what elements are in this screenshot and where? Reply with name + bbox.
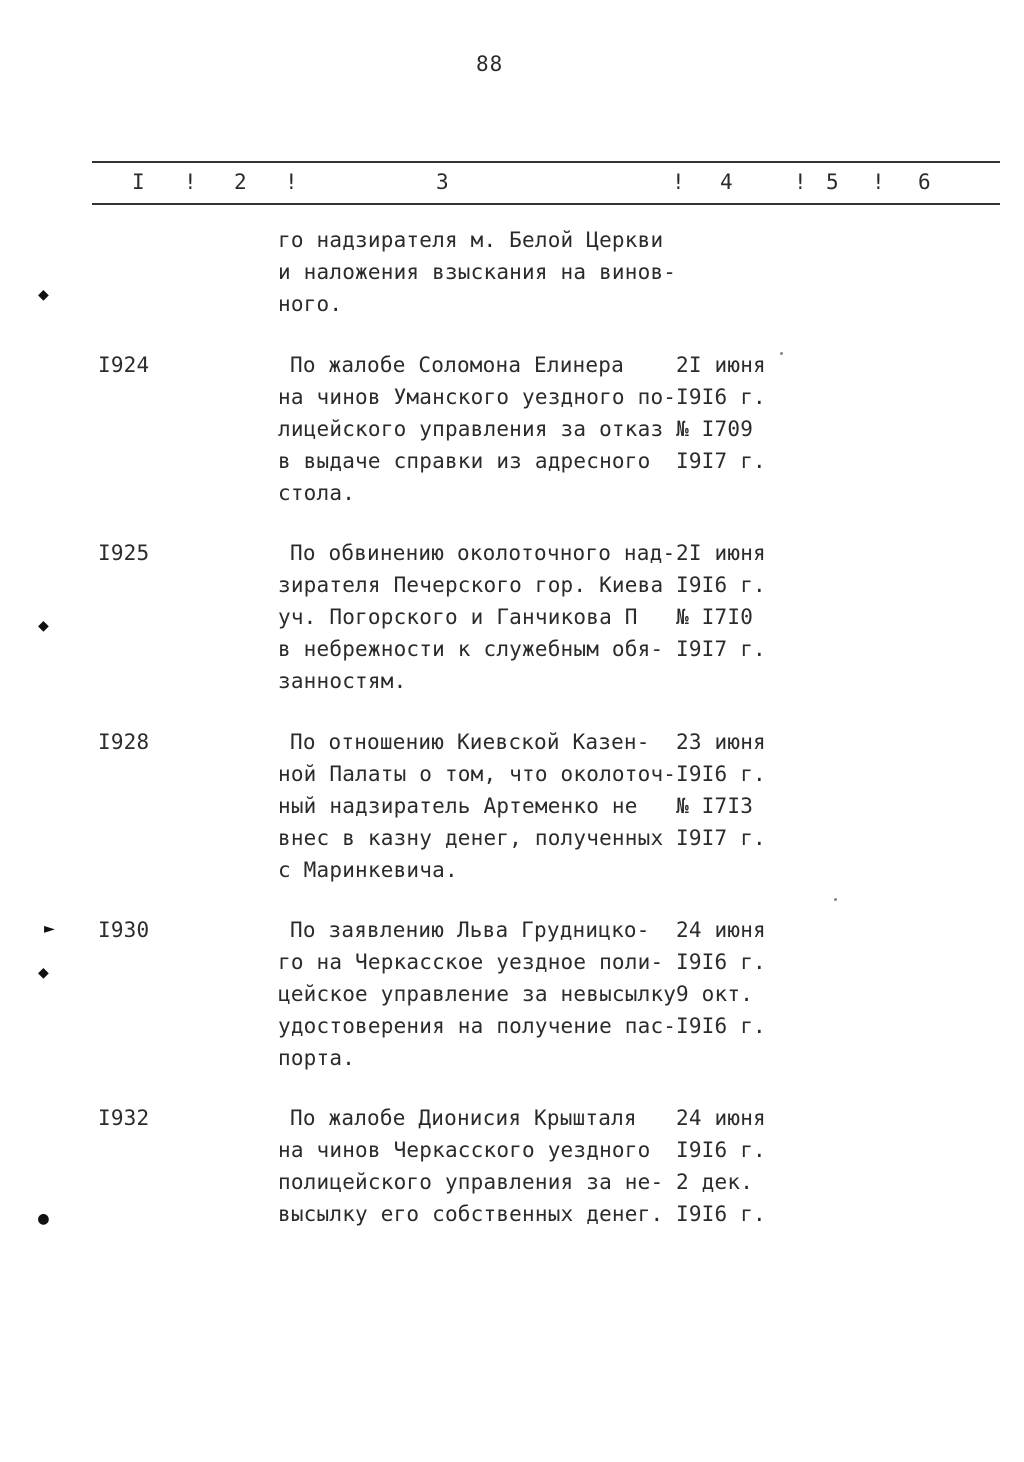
header-sep-2: !: [285, 170, 298, 194]
description-line: ной Палаты о том, что околоточ-: [278, 762, 677, 786]
case-number: I925: [98, 541, 150, 565]
header-sep-3: !: [672, 170, 685, 194]
speck: [780, 352, 783, 355]
description-line: в небрежности к служебным обя-: [278, 637, 664, 661]
table-header-top-rule: [92, 161, 1000, 163]
description-line: По заявлению Льва Грудницко-: [290, 918, 650, 942]
table-header-bottom-rule: [92, 203, 1000, 205]
header-sep-1: !: [184, 170, 197, 194]
description-line: По обвинению околоточного над-: [290, 541, 676, 565]
date-line: I9I6 г.: [676, 1014, 766, 1038]
description-line: лицейского управления за отказ: [278, 417, 664, 441]
description-line: го на Черкасское уездное поли-: [278, 950, 664, 974]
description-line: с Маринкевича.: [278, 858, 458, 882]
date-line: 2 дек.: [676, 1170, 754, 1194]
description-line: уч. Погорского и Ганчикова П: [278, 605, 638, 629]
date-line: 2I июня: [676, 353, 766, 377]
description-line: цейское управление за невысылку: [278, 982, 677, 1006]
punch-hole-mark: ◆: [38, 962, 49, 983]
description-line: удостоверения на получение пас-: [278, 1014, 677, 1038]
date-line: I9I7 г.: [676, 637, 766, 661]
header-col-4: 4: [720, 170, 733, 194]
date-line: № I7I3: [676, 794, 754, 818]
description-line: высылку его собственных денег.: [278, 1202, 664, 1226]
continuation-line: и наложения взыскания на винов-: [278, 260, 677, 284]
header-col-3: 3: [436, 170, 449, 194]
date-line: I9I6 г.: [676, 1138, 766, 1162]
header-col-5: 5: [826, 170, 839, 194]
description-line: зирателя Печерского гор. Киева: [278, 573, 664, 597]
date-line: I9I6 г.: [676, 385, 766, 409]
case-number: I924: [98, 353, 150, 377]
date-line: I9I6 г.: [676, 762, 766, 786]
date-line: I9I7 г.: [676, 826, 766, 850]
description-line: полицейского управления за не-: [278, 1170, 664, 1194]
date-line: № I7I0: [676, 605, 754, 629]
description-line: ный надзиратель Артеменко не: [278, 794, 638, 818]
description-line: По отношению Киевской Казен-: [290, 730, 650, 754]
page-number: 88: [476, 52, 504, 76]
header-col-2: 2: [234, 170, 247, 194]
description-line: внес в казну денег, полученных: [278, 826, 664, 850]
date-line: 9 окт.: [676, 982, 754, 1006]
description-line: порта.: [278, 1046, 356, 1070]
description-line: По жалобе Дионисия Крышталя: [290, 1106, 637, 1130]
header-sep-5: !: [872, 170, 885, 194]
continuation-line: го надзирателя м. Белой Церкви: [278, 228, 664, 252]
header-sep-4: !: [794, 170, 807, 194]
case-number: I930: [98, 918, 150, 942]
date-line: 2I июня: [676, 541, 766, 565]
punch-hole-mark: ◆: [38, 615, 49, 636]
description-line: в выдаче справки из адресного: [278, 449, 651, 473]
date-line: I9I7 г.: [676, 449, 766, 473]
description-line: По жалобе Соломона Елинера: [290, 353, 624, 377]
punch-hole-mark: ●: [38, 1208, 49, 1229]
date-line: 24 июня: [676, 1106, 766, 1130]
date-line: I9I6 г.: [676, 1202, 766, 1226]
date-line: I9I6 г.: [676, 573, 766, 597]
description-line: занностям.: [278, 669, 407, 693]
date-line: I9I6 г.: [676, 950, 766, 974]
description-line: стола.: [278, 481, 356, 505]
description-line: на чинов Уманского уездного по-: [278, 385, 677, 409]
punch-hole-mark: ◆: [38, 284, 49, 305]
case-number: I932: [98, 1106, 150, 1130]
date-line: 23 июня: [676, 730, 766, 754]
header-col-1: I: [132, 170, 145, 194]
date-line: 24 июня: [676, 918, 766, 942]
case-number: I928: [98, 730, 150, 754]
continuation-line: ного.: [278, 292, 343, 316]
punch-hole-mark: ►: [44, 918, 55, 939]
description-line: на чинов Черкасского уездного: [278, 1138, 651, 1162]
header-col-6: 6: [918, 170, 931, 194]
date-line: № I709: [676, 417, 754, 441]
speck: [834, 898, 837, 901]
